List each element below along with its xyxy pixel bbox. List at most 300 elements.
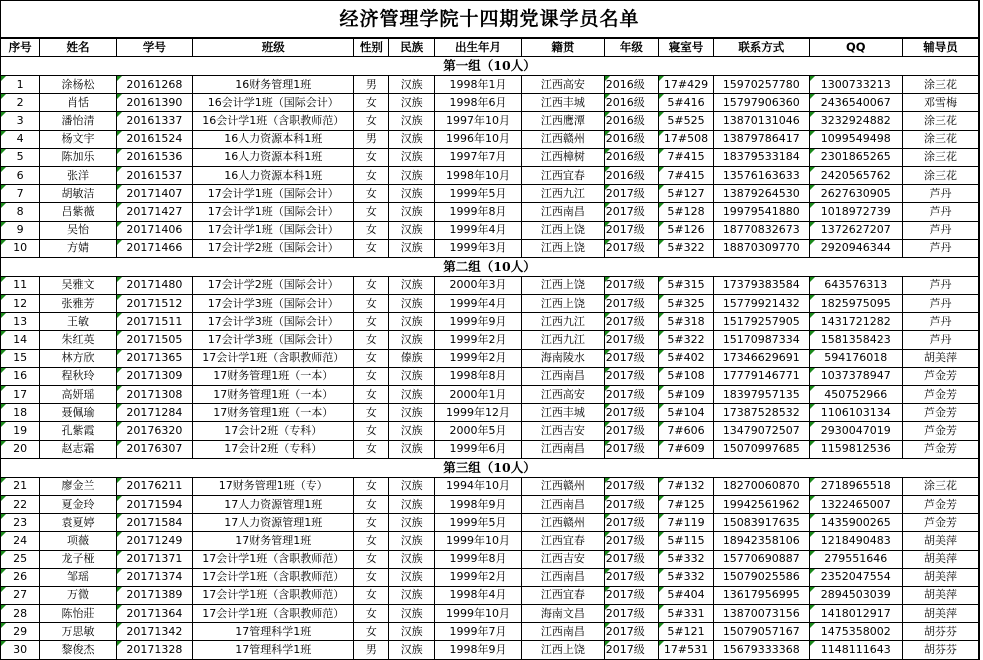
cell-grade[interactable]: 2017级: [604, 440, 658, 458]
cell-class[interactable]: 17会计2班（专科）: [193, 440, 354, 458]
cell-dorm[interactable]: 5#315: [658, 276, 713, 294]
cell-grade[interactable]: 2017级: [604, 550, 658, 568]
cell-dorm[interactable]: 5#109: [658, 386, 713, 404]
cell-phone[interactable]: 15779921432: [714, 295, 810, 313]
cell-qq[interactable]: 1475358002: [809, 623, 902, 641]
cell-grade[interactable]: 2016级: [604, 76, 658, 94]
cell-gender[interactable]: 女: [354, 112, 389, 130]
cell-counselor[interactable]: 芦金芳: [902, 440, 979, 458]
cell-index[interactable]: 2: [1, 94, 40, 112]
cell-index[interactable]: 13: [1, 313, 40, 331]
cell-phone[interactable]: 13879264530: [714, 185, 810, 203]
cell-qq[interactable]: 1418012917: [809, 605, 902, 623]
cell-index[interactable]: 14: [1, 331, 40, 349]
cell-phone[interactable]: 13576163633: [714, 166, 810, 184]
cell-student-id[interactable]: 20171374: [116, 568, 192, 586]
cell-qq[interactable]: 1037378947: [809, 367, 902, 385]
cell-gender[interactable]: 女: [354, 404, 389, 422]
cell-hometown[interactable]: 江西上饶: [522, 641, 605, 659]
cell-ethnicity[interactable]: 汉族: [389, 404, 435, 422]
cell-index[interactable]: 23: [1, 514, 40, 532]
cell-ethnicity[interactable]: 汉族: [389, 331, 435, 349]
cell-ethnicity[interactable]: 汉族: [389, 203, 435, 221]
cell-phone[interactable]: 18379533184: [714, 148, 810, 166]
cell-student-id[interactable]: 20171407: [116, 185, 192, 203]
cell-ethnicity[interactable]: 汉族: [389, 185, 435, 203]
cell-phone[interactable]: 15070997685: [714, 440, 810, 458]
cell-class[interactable]: 17财务管理1班（一本）: [193, 404, 354, 422]
cell-phone[interactable]: 19942561962: [714, 495, 810, 513]
cell-student-id[interactable]: 20161390: [116, 94, 192, 112]
cell-phone[interactable]: 15083917635: [714, 514, 810, 532]
cell-student-id[interactable]: 20171328: [116, 641, 192, 659]
cell-dorm[interactable]: 7#415: [658, 148, 713, 166]
cell-class[interactable]: 17会计学2班（国际会计）: [193, 239, 354, 257]
cell-ethnicity[interactable]: 汉族: [389, 148, 435, 166]
cell-ethnicity[interactable]: 汉族: [389, 550, 435, 568]
cell-class[interactable]: 17财务管理1班（专）: [193, 477, 354, 495]
cell-ethnicity[interactable]: 汉族: [389, 623, 435, 641]
cell-class[interactable]: 17财务管理1班（一本）: [193, 367, 354, 385]
cell-birth[interactable]: 2000年1月: [435, 386, 522, 404]
cell-birth[interactable]: 1999年2月: [435, 349, 522, 367]
cell-index[interactable]: 11: [1, 276, 40, 294]
cell-class[interactable]: 17会计2班（专科）: [193, 422, 354, 440]
cell-dorm[interactable]: 5#318: [658, 313, 713, 331]
cell-counselor[interactable]: 涂三花: [902, 477, 979, 495]
cell-grade[interactable]: 2017级: [604, 313, 658, 331]
cell-index[interactable]: 9: [1, 221, 40, 239]
cell-name[interactable]: 林方欣: [40, 349, 116, 367]
cell-ethnicity[interactable]: 汉族: [389, 313, 435, 331]
cell-counselor[interactable]: 胡美萍: [902, 550, 979, 568]
cell-phone[interactable]: 18942358106: [714, 532, 810, 550]
cell-qq[interactable]: 1372627207: [809, 221, 902, 239]
cell-gender[interactable]: 女: [354, 605, 389, 623]
cell-ethnicity[interactable]: 汉族: [389, 166, 435, 184]
cell-student-id[interactable]: 20161537: [116, 166, 192, 184]
cell-gender[interactable]: 女: [354, 94, 389, 112]
cell-qq[interactable]: 2420565762: [809, 166, 902, 184]
cell-class[interactable]: 17管理科学1班: [193, 641, 354, 659]
cell-phone[interactable]: 15079057167: [714, 623, 810, 641]
cell-qq[interactable]: 1018972739: [809, 203, 902, 221]
cell-birth[interactable]: 1998年10月: [435, 166, 522, 184]
cell-dorm[interactable]: 7#119: [658, 514, 713, 532]
cell-phone[interactable]: 18870309770: [714, 239, 810, 257]
cell-ethnicity[interactable]: 汉族: [389, 440, 435, 458]
cell-index[interactable]: 16: [1, 367, 40, 385]
cell-student-id[interactable]: 20171594: [116, 495, 192, 513]
cell-ethnicity[interactable]: 汉族: [389, 605, 435, 623]
cell-index[interactable]: 7: [1, 185, 40, 203]
cell-birth[interactable]: 1999年10月: [435, 605, 522, 623]
header-hometown[interactable]: 籍贯: [522, 38, 605, 57]
cell-class[interactable]: 16财务管理1班: [193, 76, 354, 94]
cell-counselor[interactable]: 芦丹: [902, 313, 979, 331]
cell-qq[interactable]: 643576313: [809, 276, 902, 294]
cell-gender[interactable]: 女: [354, 568, 389, 586]
cell-birth[interactable]: 1999年4月: [435, 295, 522, 313]
cell-student-id[interactable]: 20171466: [116, 239, 192, 257]
header-grade[interactable]: 年级: [604, 38, 658, 57]
cell-hometown[interactable]: 江西宜春: [522, 166, 605, 184]
cell-class[interactable]: 17财务管理1班: [193, 532, 354, 550]
cell-gender[interactable]: 女: [354, 239, 389, 257]
cell-dorm[interactable]: 5#128: [658, 203, 713, 221]
cell-index[interactable]: 22: [1, 495, 40, 513]
cell-gender[interactable]: 女: [354, 367, 389, 385]
cell-hometown[interactable]: 江西九江: [522, 185, 605, 203]
cell-hometown[interactable]: 江西上饶: [522, 276, 605, 294]
cell-student-id[interactable]: 20171427: [116, 203, 192, 221]
cell-hometown[interactable]: 江西吉安: [522, 550, 605, 568]
cell-dorm[interactable]: 5#525: [658, 112, 713, 130]
cell-phone[interactable]: 15179257905: [714, 313, 810, 331]
cell-dorm[interactable]: 5#115: [658, 532, 713, 550]
cell-index[interactable]: 29: [1, 623, 40, 641]
cell-grade[interactable]: 2017级: [604, 586, 658, 604]
cell-gender[interactable]: 女: [354, 623, 389, 641]
cell-dorm[interactable]: 5#325: [658, 295, 713, 313]
group-label[interactable]: 第二组（10人）: [1, 257, 980, 276]
cell-dorm[interactable]: 5#104: [658, 404, 713, 422]
cell-ethnicity[interactable]: 汉族: [389, 221, 435, 239]
cell-name[interactable]: 项薇: [40, 532, 116, 550]
cell-student-id[interactable]: 20171480: [116, 276, 192, 294]
cell-ethnicity[interactable]: 汉族: [389, 641, 435, 659]
cell-hometown[interactable]: 江西上饶: [522, 239, 605, 257]
cell-student-id[interactable]: 20171389: [116, 586, 192, 604]
cell-name[interactable]: 吕紫薇: [40, 203, 116, 221]
cell-dorm[interactable]: 7#132: [658, 477, 713, 495]
cell-index[interactable]: 27: [1, 586, 40, 604]
cell-index[interactable]: 3: [1, 112, 40, 130]
cell-class[interactable]: 17会计学1班（含职教师范）: [193, 605, 354, 623]
cell-name[interactable]: 邹瑶: [40, 568, 116, 586]
cell-student-id[interactable]: 20171365: [116, 349, 192, 367]
cell-name[interactable]: 潘怡清: [40, 112, 116, 130]
cell-gender[interactable]: 女: [354, 221, 389, 239]
cell-birth[interactable]: 1998年8月: [435, 367, 522, 385]
cell-student-id[interactable]: 20176320: [116, 422, 192, 440]
cell-name[interactable]: 方婧: [40, 239, 116, 257]
header-student-id[interactable]: 学号: [116, 38, 192, 57]
cell-ethnicity[interactable]: 汉族: [389, 239, 435, 257]
cell-gender[interactable]: 女: [354, 586, 389, 604]
cell-hometown[interactable]: 江西南昌: [522, 623, 605, 641]
cell-dorm[interactable]: 7#606: [658, 422, 713, 440]
cell-qq[interactable]: 1159812536: [809, 440, 902, 458]
cell-gender[interactable]: 女: [354, 295, 389, 313]
cell-index[interactable]: 5: [1, 148, 40, 166]
cell-counselor[interactable]: 涂三花: [902, 130, 979, 148]
cell-class[interactable]: 17会计学3班（国际会计）: [193, 313, 354, 331]
cell-name[interactable]: 孔紫霞: [40, 422, 116, 440]
cell-gender[interactable]: 女: [354, 185, 389, 203]
cell-student-id[interactable]: 20171511: [116, 313, 192, 331]
sheet-title[interactable]: 经济管理学院十四期党课学员名单: [1, 1, 980, 38]
cell-hometown[interactable]: 江西上饶: [522, 295, 605, 313]
cell-counselor[interactable]: 胡美萍: [902, 568, 979, 586]
group-label[interactable]: 第三组（10人）: [1, 458, 980, 477]
cell-qq[interactable]: 1106103134: [809, 404, 902, 422]
cell-counselor[interactable]: 芦丹: [902, 239, 979, 257]
cell-hometown[interactable]: 江西高安: [522, 76, 605, 94]
cell-phone[interactable]: 15770690887: [714, 550, 810, 568]
cell-class[interactable]: 17人力资源管理1班: [193, 495, 354, 513]
cell-ethnicity[interactable]: 汉族: [389, 532, 435, 550]
cell-gender[interactable]: 女: [354, 276, 389, 294]
cell-grade[interactable]: 2016级: [604, 94, 658, 112]
cell-class[interactable]: 17管理科学1班: [193, 623, 354, 641]
cell-dorm[interactable]: 5#108: [658, 367, 713, 385]
cell-grade[interactable]: 2017级: [604, 605, 658, 623]
cell-counselor[interactable]: 芦金芳: [902, 422, 979, 440]
cell-counselor[interactable]: 芦丹: [902, 203, 979, 221]
cell-index[interactable]: 6: [1, 166, 40, 184]
cell-name[interactable]: 张雅芳: [40, 295, 116, 313]
cell-counselor[interactable]: 胡美萍: [902, 605, 979, 623]
cell-phone[interactable]: 18270060870: [714, 477, 810, 495]
cell-birth[interactable]: 1998年4月: [435, 586, 522, 604]
cell-class[interactable]: 17会计学1班（含职教师范）: [193, 568, 354, 586]
cell-name[interactable]: 赵志霜: [40, 440, 116, 458]
cell-birth[interactable]: 1998年9月: [435, 641, 522, 659]
cell-phone[interactable]: 13870073156: [714, 605, 810, 623]
cell-class[interactable]: 17人力资源管理1班: [193, 514, 354, 532]
cell-hometown[interactable]: 江西南昌: [522, 440, 605, 458]
cell-counselor[interactable]: 胡芬芬: [902, 641, 979, 659]
header-phone[interactable]: 联系方式: [714, 38, 810, 57]
cell-counselor[interactable]: 涂三花: [902, 166, 979, 184]
cell-qq[interactable]: 2436540067: [809, 94, 902, 112]
cell-birth[interactable]: 2000年5月: [435, 422, 522, 440]
cell-qq[interactable]: 1825975095: [809, 295, 902, 313]
cell-student-id[interactable]: 20171308: [116, 386, 192, 404]
cell-name[interactable]: 廖金兰: [40, 477, 116, 495]
cell-student-id[interactable]: 20161268: [116, 76, 192, 94]
cell-birth[interactable]: 1999年6月: [435, 440, 522, 458]
cell-class[interactable]: 17会计学1班（含职教师范）: [193, 349, 354, 367]
cell-index[interactable]: 28: [1, 605, 40, 623]
cell-phone[interactable]: 17779146771: [714, 367, 810, 385]
cell-ethnicity[interactable]: 汉族: [389, 295, 435, 313]
cell-qq[interactable]: 1300733213: [809, 76, 902, 94]
cell-counselor[interactable]: 芦丹: [902, 221, 979, 239]
cell-student-id[interactable]: 20171284: [116, 404, 192, 422]
cell-grade[interactable]: 2017级: [604, 477, 658, 495]
cell-ethnicity[interactable]: 汉族: [389, 422, 435, 440]
cell-name[interactable]: 夏金玲: [40, 495, 116, 513]
cell-name[interactable]: 涂杨松: [40, 76, 116, 94]
cell-grade[interactable]: 2017级: [604, 276, 658, 294]
cell-dorm[interactable]: 5#121: [658, 623, 713, 641]
cell-index[interactable]: 19: [1, 422, 40, 440]
cell-class[interactable]: 17会计学1班（国际会计）: [193, 185, 354, 203]
cell-phone[interactable]: 13870131046: [714, 112, 810, 130]
cell-hometown[interactable]: 江西宜春: [522, 532, 605, 550]
cell-dorm[interactable]: 5#322: [658, 331, 713, 349]
cell-grade[interactable]: 2017级: [604, 203, 658, 221]
cell-birth[interactable]: 1998年6月: [435, 94, 522, 112]
cell-qq[interactable]: 2627630905: [809, 185, 902, 203]
cell-dorm[interactable]: 5#332: [658, 550, 713, 568]
cell-class[interactable]: 17会计学3班（国际会计）: [193, 295, 354, 313]
cell-gender[interactable]: 女: [354, 166, 389, 184]
cell-student-id[interactable]: 20171249: [116, 532, 192, 550]
cell-name[interactable]: 张洋: [40, 166, 116, 184]
cell-grade[interactable]: 2017级: [604, 331, 658, 349]
cell-birth[interactable]: 1999年2月: [435, 568, 522, 586]
cell-name[interactable]: 聂佩瑜: [40, 404, 116, 422]
cell-name[interactable]: 陈怡莊: [40, 605, 116, 623]
cell-index[interactable]: 20: [1, 440, 40, 458]
cell-student-id[interactable]: 20176307: [116, 440, 192, 458]
cell-counselor[interactable]: 涂三花: [902, 76, 979, 94]
cell-qq[interactable]: 2930047019: [809, 422, 902, 440]
cell-qq[interactable]: 2920946344: [809, 239, 902, 257]
cell-counselor[interactable]: 胡美萍: [902, 532, 979, 550]
cell-index[interactable]: 30: [1, 641, 40, 659]
header-index[interactable]: 序号: [1, 38, 40, 57]
cell-birth[interactable]: 1996年10月: [435, 130, 522, 148]
cell-hometown[interactable]: 江西九江: [522, 313, 605, 331]
cell-hometown[interactable]: 江西上饶: [522, 221, 605, 239]
cell-gender[interactable]: 女: [354, 386, 389, 404]
cell-student-id[interactable]: 20171505: [116, 331, 192, 349]
cell-class[interactable]: 17会计学1班（含职教师范）: [193, 586, 354, 604]
cell-name[interactable]: 王敏: [40, 313, 116, 331]
cell-ethnicity[interactable]: 汉族: [389, 495, 435, 513]
cell-ethnicity[interactable]: 汉族: [389, 386, 435, 404]
cell-dorm[interactable]: 5#402: [658, 349, 713, 367]
header-gender[interactable]: 性别: [354, 38, 389, 57]
cell-counselor[interactable]: 芦丹: [902, 295, 979, 313]
header-qq[interactable]: QQ: [809, 38, 902, 57]
cell-dorm[interactable]: 5#127: [658, 185, 713, 203]
cell-phone[interactable]: 17346629691: [714, 349, 810, 367]
cell-student-id[interactable]: 20171371: [116, 550, 192, 568]
cell-grade[interactable]: 2017级: [604, 514, 658, 532]
cell-gender[interactable]: 女: [354, 440, 389, 458]
header-dorm[interactable]: 寝室号: [658, 38, 713, 57]
cell-qq[interactable]: 279551646: [809, 550, 902, 568]
cell-counselor[interactable]: 涂三花: [902, 112, 979, 130]
cell-dorm[interactable]: 17#429: [658, 76, 713, 94]
cell-dorm[interactable]: 17#531: [658, 641, 713, 659]
cell-hometown[interactable]: 江西鹰潭: [522, 112, 605, 130]
cell-grade[interactable]: 2016级: [604, 112, 658, 130]
cell-student-id[interactable]: 20171364: [116, 605, 192, 623]
cell-index[interactable]: 12: [1, 295, 40, 313]
cell-dorm[interactable]: 17#508: [658, 130, 713, 148]
cell-birth[interactable]: 1999年8月: [435, 203, 522, 221]
cell-grade[interactable]: 2017级: [604, 349, 658, 367]
cell-phone[interactable]: 17379383584: [714, 276, 810, 294]
cell-name[interactable]: 高妍瑶: [40, 386, 116, 404]
cell-phone[interactable]: 19979541880: [714, 203, 810, 221]
cell-birth[interactable]: 1994年10月: [435, 477, 522, 495]
cell-counselor[interactable]: 芦丹: [902, 185, 979, 203]
cell-grade[interactable]: 2017级: [604, 404, 658, 422]
cell-index[interactable]: 25: [1, 550, 40, 568]
cell-ethnicity[interactable]: 汉族: [389, 586, 435, 604]
cell-class[interactable]: 17会计学1班（国际会计）: [193, 221, 354, 239]
cell-dorm[interactable]: 7#415: [658, 166, 713, 184]
cell-phone[interactable]: 15797906360: [714, 94, 810, 112]
cell-ethnicity[interactable]: 汉族: [389, 477, 435, 495]
cell-gender[interactable]: 女: [354, 514, 389, 532]
cell-index[interactable]: 8: [1, 203, 40, 221]
cell-phone[interactable]: 15679333368: [714, 641, 810, 659]
cell-qq[interactable]: 1148111643: [809, 641, 902, 659]
cell-qq[interactable]: 1099549498: [809, 130, 902, 148]
cell-gender[interactable]: 女: [354, 349, 389, 367]
cell-class[interactable]: 17会计学1班（含职教师范）: [193, 550, 354, 568]
cell-dorm[interactable]: 5#331: [658, 605, 713, 623]
cell-qq[interactable]: 2301865265: [809, 148, 902, 166]
cell-grade[interactable]: 2017级: [604, 239, 658, 257]
cell-birth[interactable]: 1999年4月: [435, 221, 522, 239]
cell-name[interactable]: 肖恬: [40, 94, 116, 112]
cell-name[interactable]: 万思敏: [40, 623, 116, 641]
cell-name[interactable]: 万微: [40, 586, 116, 604]
cell-gender[interactable]: 男: [354, 76, 389, 94]
cell-hometown[interactable]: 江西赣州: [522, 130, 605, 148]
cell-index[interactable]: 15: [1, 349, 40, 367]
cell-qq[interactable]: 1322465007: [809, 495, 902, 513]
cell-birth[interactable]: 1999年5月: [435, 185, 522, 203]
cell-counselor[interactable]: 胡芬芬: [902, 623, 979, 641]
cell-phone[interactable]: 13479072507: [714, 422, 810, 440]
cell-hometown[interactable]: 江西南昌: [522, 367, 605, 385]
cell-phone[interactable]: 13617956995: [714, 586, 810, 604]
cell-phone[interactable]: 17387528532: [714, 404, 810, 422]
cell-birth[interactable]: 1999年2月: [435, 331, 522, 349]
cell-counselor[interactable]: 胡美萍: [902, 349, 979, 367]
cell-phone[interactable]: 13879786417: [714, 130, 810, 148]
cell-class[interactable]: 16人力资源本科1班: [193, 166, 354, 184]
cell-grade[interactable]: 2016级: [604, 130, 658, 148]
cell-class[interactable]: 16人力资源本科1班: [193, 130, 354, 148]
cell-birth[interactable]: 1998年1月: [435, 76, 522, 94]
cell-grade[interactable]: 2017级: [604, 367, 658, 385]
cell-counselor[interactable]: 芦金芳: [902, 404, 979, 422]
cell-student-id[interactable]: 20171342: [116, 623, 192, 641]
cell-student-id[interactable]: 20171584: [116, 514, 192, 532]
cell-qq[interactable]: 1581358423: [809, 331, 902, 349]
cell-ethnicity[interactable]: 汉族: [389, 76, 435, 94]
cell-class[interactable]: 17会计学1班（国际会计）: [193, 203, 354, 221]
cell-counselor[interactable]: 芦金芳: [902, 386, 979, 404]
cell-index[interactable]: 18: [1, 404, 40, 422]
cell-name[interactable]: 程秋玲: [40, 367, 116, 385]
cell-class[interactable]: 17会计学2班（国际会计）: [193, 276, 354, 294]
cell-index[interactable]: 1: [1, 76, 40, 94]
cell-index[interactable]: 4: [1, 130, 40, 148]
cell-name[interactable]: 陈加乐: [40, 148, 116, 166]
cell-name[interactable]: 吴怡: [40, 221, 116, 239]
cell-phone[interactable]: 18770832673: [714, 221, 810, 239]
cell-phone[interactable]: 15970257780: [714, 76, 810, 94]
cell-ethnicity[interactable]: 汉族: [389, 130, 435, 148]
cell-class[interactable]: 17会计学3班（国际会计）: [193, 331, 354, 349]
cell-student-id[interactable]: 20171406: [116, 221, 192, 239]
cell-counselor[interactable]: 芦丹: [902, 331, 979, 349]
cell-grade[interactable]: 2017级: [604, 495, 658, 513]
cell-counselor[interactable]: 胡美萍: [902, 586, 979, 604]
